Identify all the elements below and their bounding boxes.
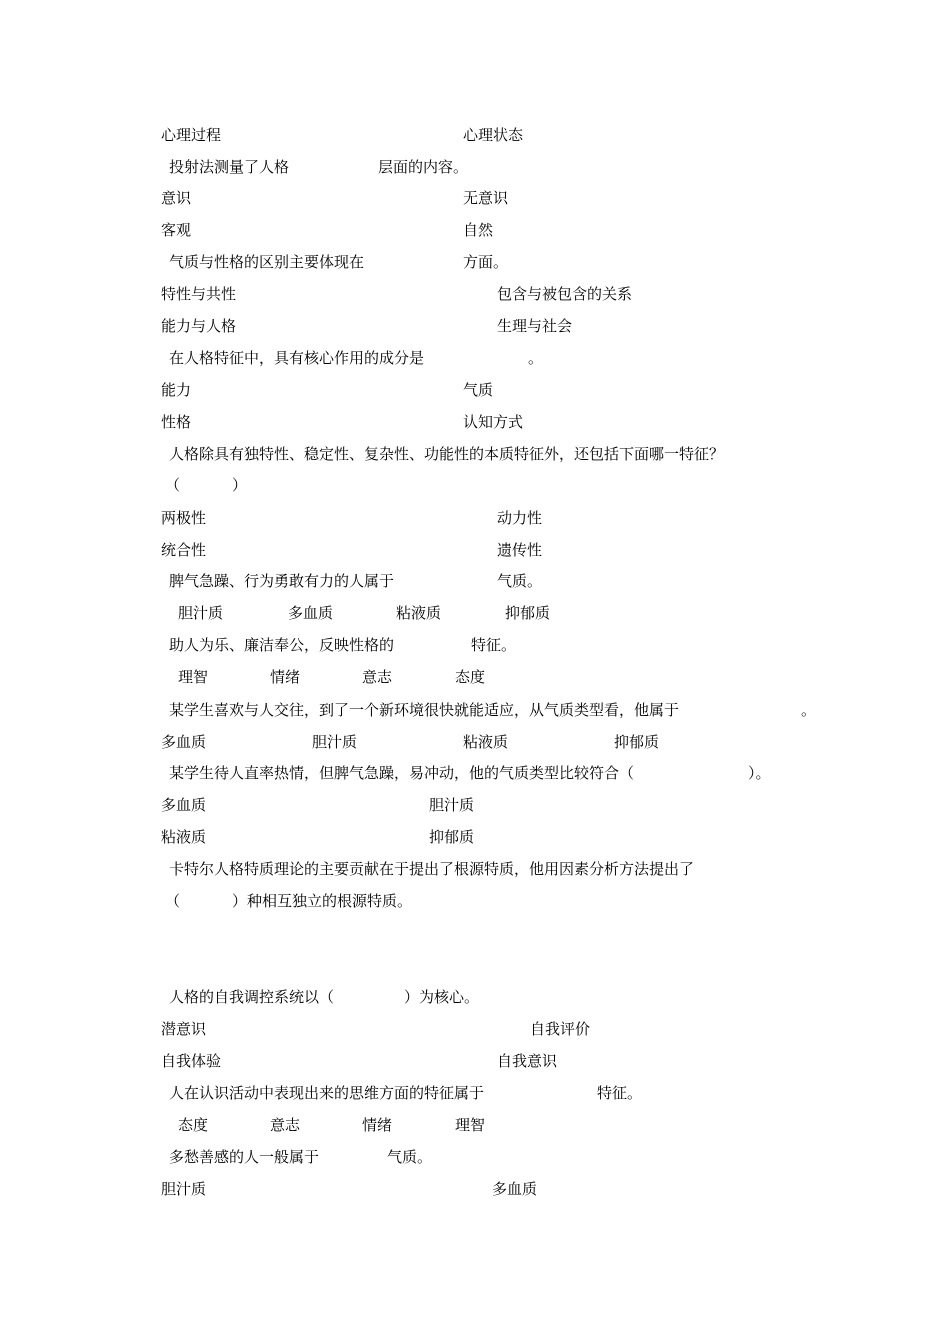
option-text: 自我意识 [497,1052,558,1070]
question-text: 气质。 [497,572,543,590]
option-text: 理智 [178,668,209,686]
option-text: 粘液质 [396,604,442,622]
option-text: 胆汁质 [429,796,475,814]
option-text: 抑郁质 [614,733,660,751]
option-text: 性格 [161,413,192,431]
option-text: 意识 [161,189,192,207]
question-text: 特征。 [597,1084,643,1102]
option-text: 能力 [161,381,192,399]
option-text: 无意识 [463,189,509,207]
option-text: 两极性 [161,509,207,527]
option-text: 心理状态 [463,126,524,144]
question-text: 人在认识活动中表现出来的思维方面的特征属于 [169,1084,485,1102]
question-text: 气质与性格的区别主要体现在 [169,253,365,271]
option-text: 理智 [455,1116,486,1134]
question-text: 人格的自我调控系统以（ [169,988,335,1006]
option-text: 意志 [362,668,393,686]
option-text: 自然 [463,221,494,239]
option-text: 意志 [270,1116,301,1134]
question-text: 助人为乐、廉洁奉公，反映性格的 [169,636,395,654]
question-text: 方面。 [463,253,509,271]
option-text: 特性与共性 [161,285,237,303]
question-text: 。 [801,701,817,719]
question-text: 层面的内容。 [378,158,469,176]
option-text: 包含与被包含的关系 [497,285,633,303]
option-text: 多血质 [161,733,207,751]
option-text: 粘液质 [161,828,207,846]
option-text: 抑郁质 [505,604,551,622]
option-text: 遗传性 [497,541,543,559]
option-text: 抑郁质 [429,828,475,846]
option-text: 潜意识 [161,1020,207,1038]
option-text: 气质 [463,381,494,399]
question-text: 某学生喜欢与人交往，到了一个新环境很快就能适应，从气质类型看，他属于 [169,701,680,719]
question-text: 脾气急躁、行为勇敢有力的人属于 [169,572,395,590]
question-text: （ [165,476,181,494]
option-text: 胆汁质 [161,1180,207,1198]
option-text: 多血质 [161,796,207,814]
option-text: 胆汁质 [178,604,224,622]
option-text: 情绪 [362,1116,393,1134]
question-text: 人格除具有独特性、稳定性、复杂性、功能性的本质特征外，还包括下面哪一特征？ [169,445,725,463]
question-text: 多愁善感的人一般属于 [169,1148,320,1166]
question-text: 卡特尔人格特质理论的主要贡献在于提出了根源特质，他用因素分析方法提出了 [169,860,695,878]
question-text: ）为核心。 [404,988,480,1006]
question-text: 气质。 [387,1148,433,1166]
option-text: 生理与社会 [497,317,573,335]
option-text: 能力与人格 [161,317,237,335]
option-text: 胆汁质 [312,733,358,751]
question-text: 投射法测量了人格 [169,158,290,176]
question-text: ）种相互独立的根源特质。 [232,892,413,910]
option-text: 情绪 [270,668,301,686]
option-text: 多血质 [288,604,334,622]
question-text: ） [232,476,248,494]
option-text: 粘液质 [463,733,509,751]
option-text: 统合性 [161,541,207,559]
option-text: 客观 [161,221,192,239]
option-text: 自我体验 [161,1052,222,1070]
question-text: 特征。 [471,636,517,654]
question-text: ）。 [748,764,771,782]
question-text: 某学生待人直率热情，但脾气急躁，易冲动，他的气质类型比较符合（ [169,764,635,782]
option-text: 态度 [178,1116,209,1134]
option-text: 多血质 [492,1180,538,1198]
question-text: 。 [528,349,544,367]
option-text: 动力性 [497,509,543,527]
question-text: （ [165,892,181,910]
option-text: 心理过程 [161,126,222,144]
option-text: 自我评价 [530,1020,591,1038]
option-text: 态度 [455,668,486,686]
question-text: 在人格特征中，具有核心作用的成分是 [169,349,425,367]
option-text: 认知方式 [463,413,524,431]
